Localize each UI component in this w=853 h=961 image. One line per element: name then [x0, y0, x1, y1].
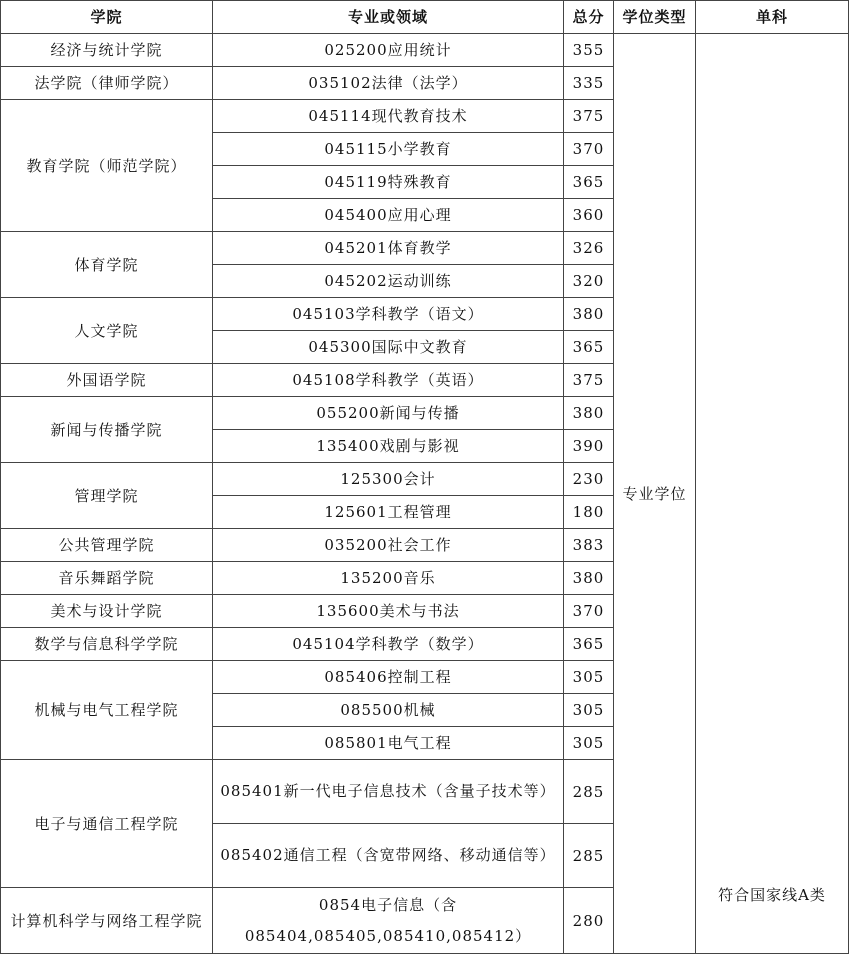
major-cell: 045103学科教学（语文） — [213, 298, 564, 331]
score-cell: 383 — [564, 529, 614, 562]
score-cell: 380 — [564, 397, 614, 430]
major-cell: 045119特殊教育 — [213, 166, 564, 199]
college-cell: 计算机科学与网络工程学院 — [1, 888, 213, 954]
major-cell: 045115小学教育 — [213, 133, 564, 166]
college-cell: 新闻与传播学院 — [1, 397, 213, 463]
score-cell: 375 — [564, 100, 614, 133]
score-cell: 370 — [564, 595, 614, 628]
college-cell: 公共管理学院 — [1, 529, 213, 562]
score-cell: 375 — [564, 364, 614, 397]
major-cell: 035200社会工作 — [213, 529, 564, 562]
score-cell: 180 — [564, 496, 614, 529]
college-cell: 机械与电气工程学院 — [1, 661, 213, 760]
score-cell: 305 — [564, 694, 614, 727]
score-cell: 365 — [564, 166, 614, 199]
major-cell: 045300国际中文教育 — [213, 331, 564, 364]
score-cell: 380 — [564, 562, 614, 595]
major-cell: 125601工程管理 — [213, 496, 564, 529]
major-cell: 045104学科教学（数学） — [213, 628, 564, 661]
score-cell: 305 — [564, 661, 614, 694]
college-cell: 法学院（律师学院） — [1, 67, 213, 100]
major-cell: 085402通信工程（含宽带网络、移动通信等） — [213, 824, 564, 888]
degree-type-cell: 专业学位 — [614, 34, 696, 954]
header-single-subject: 单科 — [696, 1, 849, 34]
college-cell: 教育学院（师范学院） — [1, 100, 213, 232]
college-cell: 体育学院 — [1, 232, 213, 298]
major-cell: 035102法律（法学） — [213, 67, 564, 100]
score-cell: 390 — [564, 430, 614, 463]
college-cell: 电子与通信工程学院 — [1, 760, 213, 888]
header-major: 专业或领域 — [213, 1, 564, 34]
major-cell: 135600美术与书法 — [213, 595, 564, 628]
score-cell: 285 — [564, 760, 614, 824]
major-cell: 045202运动训练 — [213, 265, 564, 298]
major-cell: 045400应用心理 — [213, 199, 564, 232]
major-cell: 135400戏剧与影视 — [213, 430, 564, 463]
major-cell: 045201体育教学 — [213, 232, 564, 265]
major-cell: 045108学科教学（英语） — [213, 364, 564, 397]
major-cell: 045114现代教育技术 — [213, 100, 564, 133]
college-cell: 人文学院 — [1, 298, 213, 364]
score-cell: 380 — [564, 298, 614, 331]
score-cell: 320 — [564, 265, 614, 298]
header-row — [1, 1, 849, 34]
major-cell: 055200新闻与传播 — [213, 397, 564, 430]
score-cell: 355 — [564, 34, 614, 67]
score-cell: 285 — [564, 824, 614, 888]
header-degree-type: 学位类型 — [614, 1, 696, 34]
score-cell: 335 — [564, 67, 614, 100]
major-cell: 0854电子信息（含085404,085405,085410,085412） — [213, 888, 564, 954]
college-cell: 外国语学院 — [1, 364, 213, 397]
major-cell: 085401新一代电子信息技术（含量子技术等） — [213, 760, 564, 824]
table-row — [1, 34, 849, 67]
major-cell: 135200音乐 — [213, 562, 564, 595]
major-cell: 025200应用统计 — [213, 34, 564, 67]
major-cell: 085406控制工程 — [213, 661, 564, 694]
college-cell: 数学与信息科学学院 — [1, 628, 213, 661]
score-cell: 360 — [564, 199, 614, 232]
score-cell: 305 — [564, 727, 614, 760]
score-cell: 365 — [564, 331, 614, 364]
score-cell: 280 — [564, 888, 614, 954]
college-cell: 经济与统计学院 — [1, 34, 213, 67]
college-cell: 管理学院 — [1, 463, 213, 529]
score-cell: 365 — [564, 628, 614, 661]
score-cell: 326 — [564, 232, 614, 265]
college-cell: 音乐舞蹈学院 — [1, 562, 213, 595]
table-body — [1, 34, 849, 954]
score-cell: 230 — [564, 463, 614, 496]
score-cell: 370 — [564, 133, 614, 166]
single-subject-cell: 符合国家线A类 — [696, 34, 849, 954]
major-cell: 085500机械 — [213, 694, 564, 727]
header-college: 学院 — [1, 1, 213, 34]
college-cell: 美术与设计学院 — [1, 595, 213, 628]
major-cell: 085801电气工程 — [213, 727, 564, 760]
header-score: 总分 — [564, 1, 614, 34]
major-cell: 125300会计 — [213, 463, 564, 496]
